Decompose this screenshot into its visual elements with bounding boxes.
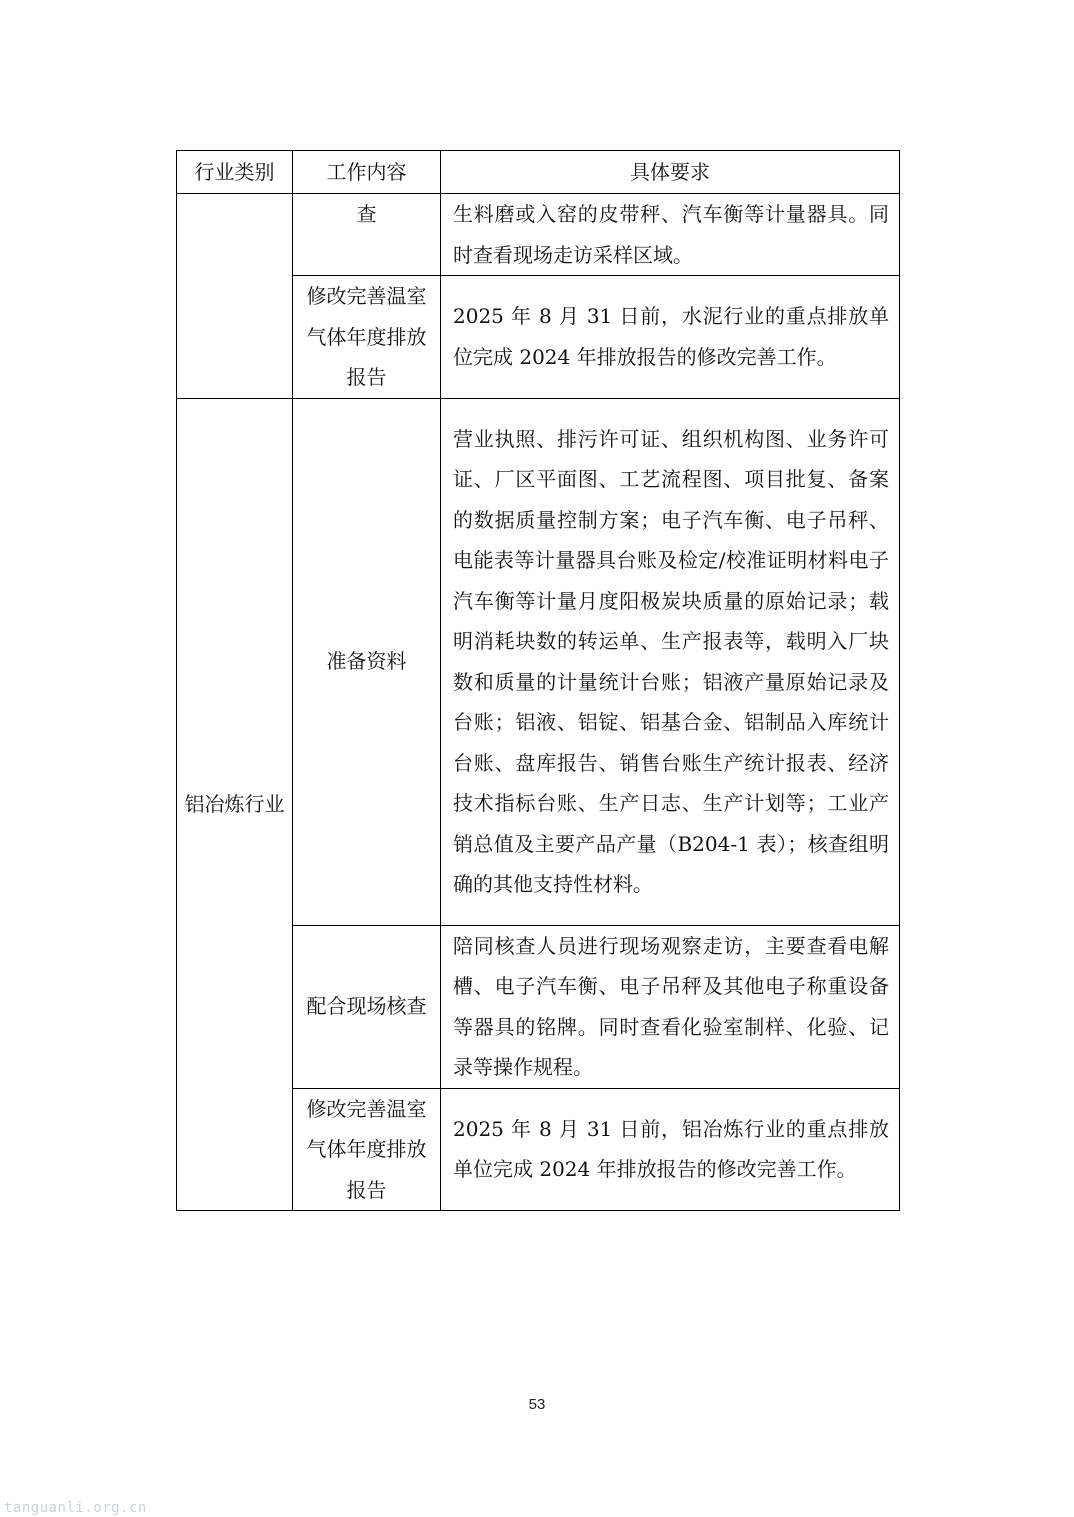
category-cell-cement-continued [177,194,293,399]
table-row [177,194,900,276]
work-content-cell [293,925,441,1088]
work-content-cell [293,276,441,399]
requirement-cell: 生料磨或入窑的皮带秤、汽车衡等计量器具。同时查看现场走访采样区域。 [441,194,900,276]
requirement-cell: 营业执照、排污许可证、组织机构图、业务许可证、厂区平面图、工艺流程图、项目批复、备案的数据质量控制方案；电子汽车衡、电子吊秤、电能表等计量器具台账及检定/校准证明材料电子汽车衡等计量月度阳极炭块质量的原始记录；载明消耗块数的转运单、生产报表等，载明入厂块数和质量的计量统计台账；铝液产量原始记录及台账；铝液、铝锭、铝基合金、铝制品入库统计台账、盘库报告、销售台账生产统计报表、经济技术指标台账、生产日志、生产计划等；工业产销总值及主要产品产量（B204-1 表）；核查组明确的其他支持性材料。 [441,398,900,925]
header-specific-requirements: 具体要求 [441,151,900,194]
work-content-text: 修改完善温室气体年度排放报告 [306,284,427,389]
requirement-cell: 陪同核查人员进行现场观察走访，主要查看电解槽、电子汽车衡、电子吊秤及其他电子称重设备等器具的铭牌。同时查看化验室制样、化验、记录等操作规程。 [441,925,900,1088]
watermark: tanguanli.org.cn [4,1500,147,1516]
work-content-text: 修改完善温室气体年度排放报告 [306,1096,427,1202]
table-header-row [177,151,900,194]
requirement-cell: 2025 年 8 月 31 日前，水泥行业的重点排放单位完成 2024 年排放报告的修改完善工作。 [441,276,900,399]
requirement-cell: 2025 年 8 月 31 日前，铝冶炼行业的重点排放单位完成 2024 年排放报告的修改完善工作。 [441,1088,900,1211]
work-content-text: 查 [356,202,377,226]
work-content-cell [293,1088,441,1211]
category-text: 铝冶炼行业 [184,792,285,816]
requirements-table [176,150,900,1211]
header-work-content: 工作内容 [293,151,441,194]
page-number: 53 [528,1396,546,1413]
category-cell-aluminum [177,398,293,1211]
work-content-text: 配合现场核查 [306,994,427,1019]
header-industry-category: 行业类别 [177,151,293,194]
work-content-cell [293,398,441,925]
work-content-cell [293,194,441,276]
table-row [177,398,900,925]
work-content-text: 准备资料 [326,649,407,674]
